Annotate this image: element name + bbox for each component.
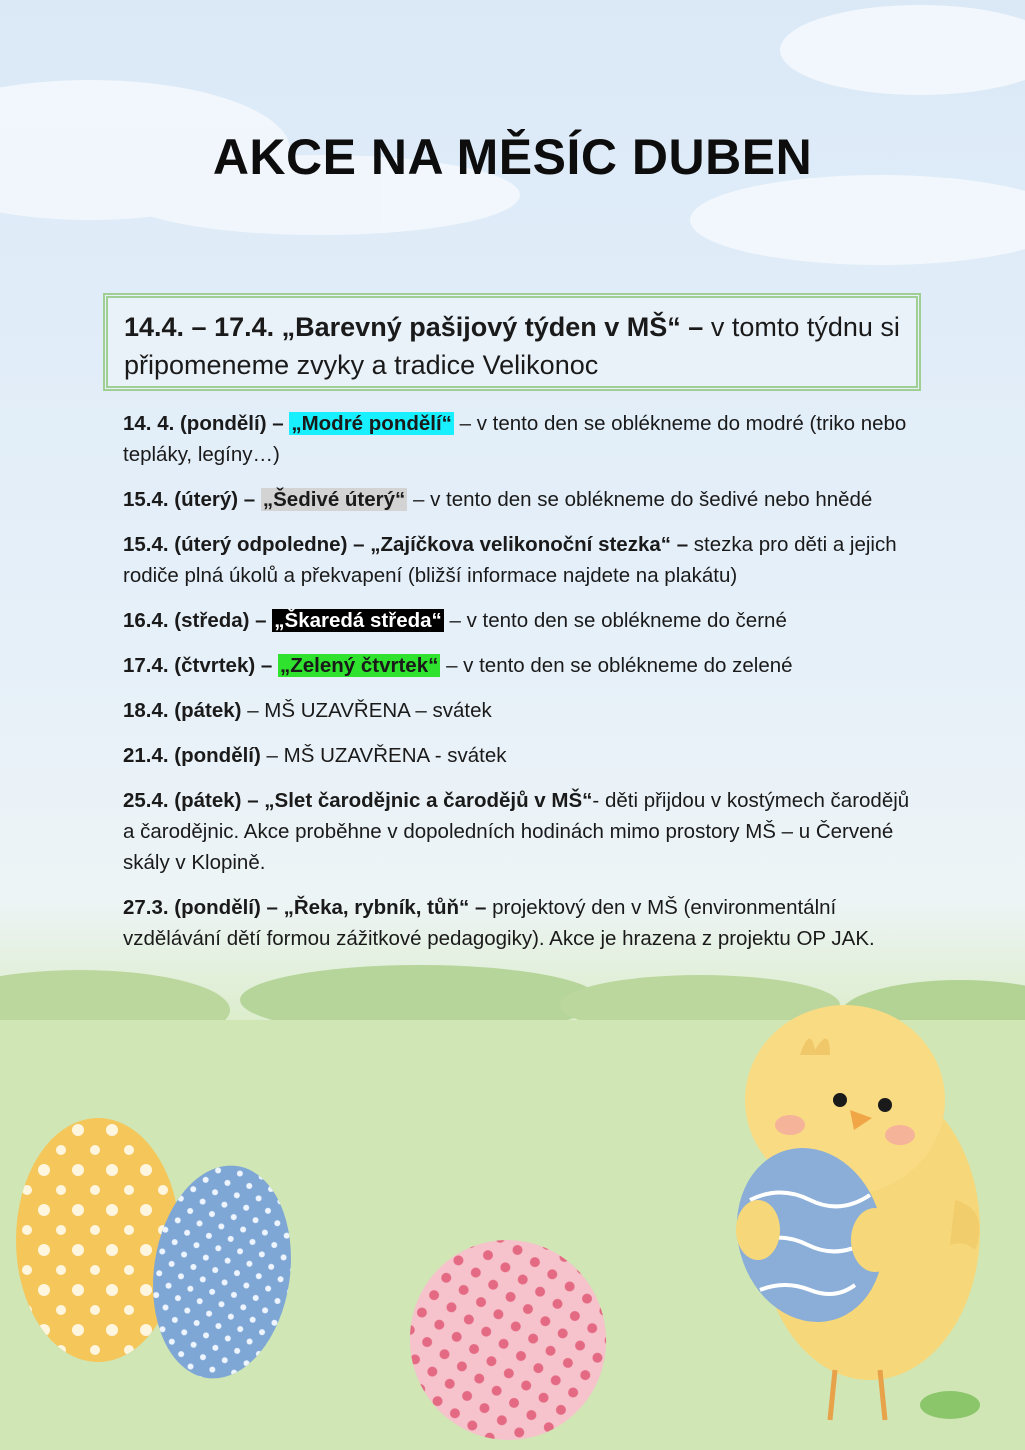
week-date: 14.4. – 17.4. bbox=[124, 312, 275, 342]
event-description: – MŠ UZAVŘENA - svátek bbox=[266, 744, 507, 767]
event-name-highlight: „Modré pondělí“ bbox=[291, 412, 452, 435]
event-name-highlight: „Zelený čtvrtek“ bbox=[279, 654, 439, 677]
event-pondeli-svatek bbox=[123, 740, 913, 771]
event-date: 15.4. (úterý odpoledne) – bbox=[123, 533, 365, 556]
event-zajickova-stezka bbox=[123, 529, 913, 591]
event-description: – v tento den se oblékneme do zelené bbox=[446, 654, 793, 677]
event-date: 21.4. (pondělí) bbox=[123, 744, 261, 767]
event-date: 18.4. (pátek) bbox=[123, 699, 242, 722]
event-description: – MŠ UZAVŘENA – svátek bbox=[247, 699, 492, 722]
week-name: „Barevný pašijový týden v MŠ“ – bbox=[281, 312, 704, 342]
event-description: - děti přijdou v kostýmech čarodějů a čarodějnic. Akce proběhne v dopoledních hodinách mimo prostory MŠ – u Červené skály v Klopině. bbox=[123, 789, 910, 874]
event-date: 15.4. (úterý) – bbox=[123, 488, 256, 511]
event-sedive-utery bbox=[123, 484, 913, 515]
event-slet-carodejnic bbox=[123, 785, 913, 878]
event-date: 27.3. (pondělí) – bbox=[123, 896, 278, 919]
event-patek-svatek bbox=[123, 695, 913, 726]
event-modre-pondeli bbox=[123, 408, 913, 470]
event-description: projektový den v MŠ (environmentální vzdělávání dětí formou zážitkové pedagogiky). Akce je hrazena z projektu OP JAK. bbox=[123, 896, 875, 950]
week-header-box bbox=[103, 293, 921, 391]
event-name: „Zajíčkova velikonoční stezka“ – bbox=[370, 533, 689, 556]
event-date: 17.4. (čtvrtek) – bbox=[123, 654, 273, 677]
event-reka-rybnik-tun bbox=[123, 892, 913, 954]
event-description: – v tento den se oblékneme do modré (triko nebo tepláky, legíny…) bbox=[123, 412, 907, 466]
event-skareda-streda bbox=[123, 605, 913, 636]
event-name: „Řeka, rybník, tůň“ – bbox=[283, 896, 487, 919]
event-date: 25.4. (pátek) – bbox=[123, 789, 259, 812]
event-list bbox=[123, 408, 913, 968]
event-name-highlight: „Šedivé úterý“ bbox=[262, 488, 406, 511]
event-date: 14. 4. (pondělí) – bbox=[123, 412, 284, 435]
event-zeleny-ctvrtek bbox=[123, 650, 913, 681]
event-description: – v tento den se oblékneme do šedivé nebo hnědé bbox=[413, 488, 873, 511]
event-name: „Slet čarodějnic a čarodějů v MŠ“ bbox=[264, 789, 593, 812]
yellow-egg-icon bbox=[16, 1118, 180, 1362]
event-name-highlight: „Škaredá středa“ bbox=[274, 609, 442, 632]
page-title: AKCE NA MĚSÍC DUBEN bbox=[212, 129, 813, 185]
event-description: stezka pro děti a jejich rodiče plná úkolů a překvapení (bližší informace najdete na plakátu) bbox=[123, 533, 897, 587]
week-description: v tomto týdnu si připomeneme zvyky a tradice Velikonoc bbox=[124, 312, 900, 380]
event-description: – v tento den se oblékneme do černé bbox=[449, 609, 787, 632]
event-date: 16.4. (středa) – bbox=[123, 609, 267, 632]
